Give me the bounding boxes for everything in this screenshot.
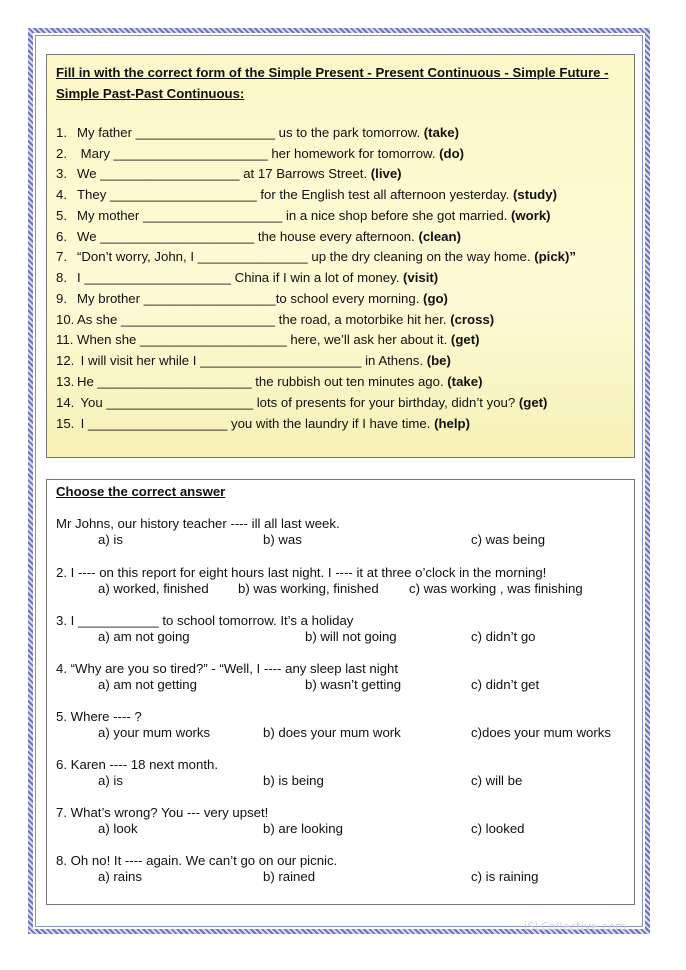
option-b: b) was [263,532,302,547]
question-text: 7. What’s wrong? You --- very upset! [56,805,269,820]
option-c: c) didn’t get [471,677,540,692]
option-b: b) wasn’t getting [305,677,402,692]
option-b: b) was working, finished [238,581,379,596]
question-text: Mr Johns, our history teacher ---- ill all last week. [56,516,340,531]
exercise-item: 8. I ____________________ China if I win a lot of money. (visit) [56,270,439,285]
option-c: c) was working , was finishing [409,581,583,596]
exercise-item: 6. We _____________________ the house every afternoon. (clean) [56,229,461,244]
question-text: 6. Karen ---- 18 next month. [56,757,218,772]
option-a: a) am not going [98,629,190,644]
option-c: c) was being [471,532,546,547]
exercise-item: 4. They ____________________ for the English test all afternoon yesterday. (study) [56,187,557,202]
option-a: a) your mum works [98,725,211,740]
fill-in-exercise-box [46,54,635,458]
multiple-choice-box [46,479,635,905]
question-text: 2. I ---- on this report for eight hours last night. I ---- it at three o’clock in the morning! [56,565,547,580]
exercise-item: 1. My father ___________________ us to the park tomorrow. (take) [56,125,459,140]
exercise-item: 7. “Don’t worry, John, I _______________ up the dry cleaning on the way home. (pick)” [56,249,576,264]
exercise-item: 14. You ____________________ lots of presents for your birthday, didn’t you? (get) [56,395,548,410]
exercise-item: 3. We ___________________ at 17 Barrows Street. (live) [56,166,402,181]
exercise-item: 9. My brother __________________to school every morning. (go) [56,291,448,306]
question-text: 8. Oh no! It ---- again. We can’t go on our picnic. [56,853,338,868]
option-a: a) rains [98,869,142,884]
question-text: 5. Where ---- ? [56,709,142,724]
exercise-item: 10. As she _____________________ the road, a motorbike hit her. (cross) [56,312,495,327]
option-a: a) look [98,821,138,836]
exercise-item: 2. Mary _____________________ her homework for tomorrow. (do) [56,146,465,161]
exercise-item: 13. He _____________________ the rubbish out ten minutes ago. (take) [56,374,483,389]
option-c: c)does your mum works [471,725,611,740]
exercise-item: 5. My mother ___________________ in a nice shop before she got married. (work) [56,208,551,223]
section-title: Choose the correct answer [56,484,226,499]
option-a: a) worked, finished [98,581,209,596]
option-c: c) will be [471,773,523,788]
exercise-item: 11. When she ____________________ here, we’ll ask her about it. (get) [56,332,480,347]
option-b: b) will not going [305,629,397,644]
question-text: 3. I ___________ to school tomorrow. It’s a holiday [56,613,354,628]
watermark: iSLCollective.com [524,920,627,933]
option-b: b) does your mum work [263,725,401,740]
option-a: a) am not getting [98,677,197,692]
exercise-item: 15. I ___________________ you with the laundry if I have time. (help) [56,416,470,431]
option-a: a) is [98,773,123,788]
option-a: a) is [98,532,123,547]
exercise-instruction: Fill in with the correct form of the Simple Present - Present Continuous - Simple Future - Simple Past-Past Continuous: [56,65,609,101]
question-text: 4. “Why are you so tired?” - “Well, I ---- any sleep last night [56,661,399,676]
option-b: b) are looking [263,821,343,836]
option-c: c) didn’t go [471,629,536,644]
option-b: b) is being [263,773,324,788]
option-c: c) is raining [471,869,539,884]
option-b: b) rained [263,869,316,884]
exercise-item: 12. I will visit her while I ______________________ in Athens. (be) [56,353,451,368]
option-c: c) looked [471,821,525,836]
